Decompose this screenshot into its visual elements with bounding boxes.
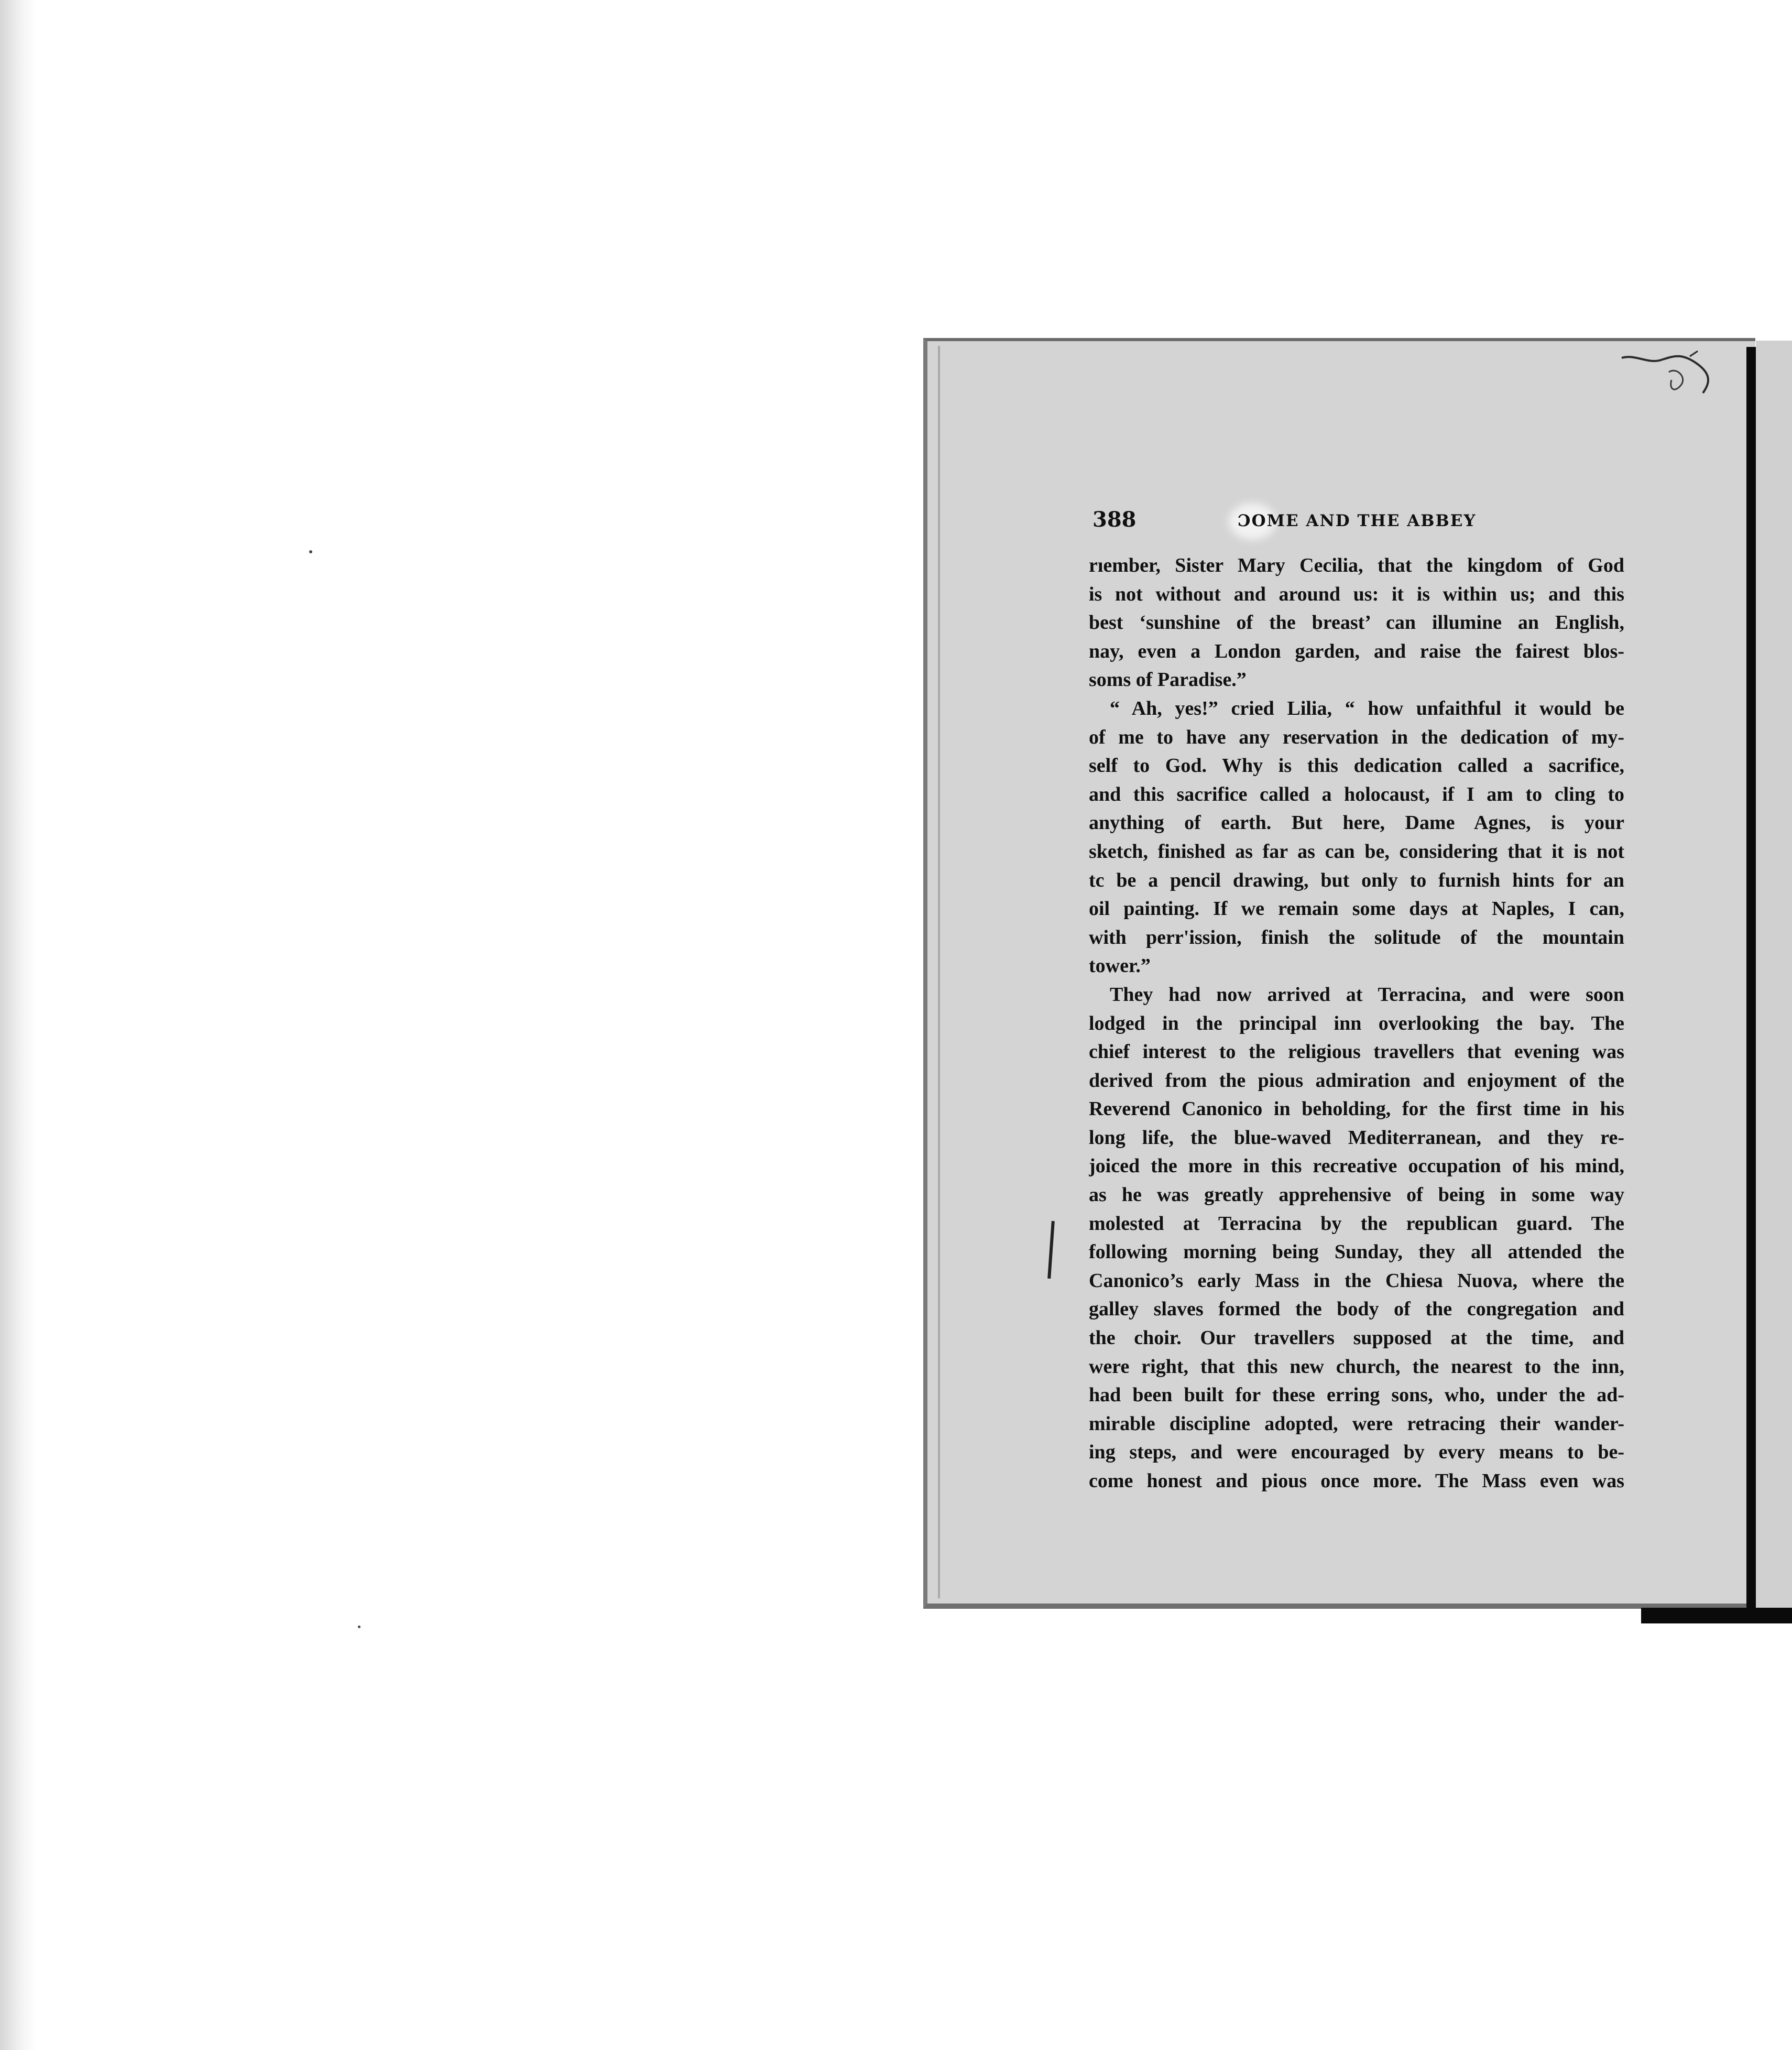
text-line: the choir. Our travellers supposed at the time, and: [1089, 1327, 1624, 1349]
book-spine-shadow: [1746, 347, 1756, 1609]
text-line: nay, even a London garden, and raise the fairest blos-: [1089, 640, 1624, 662]
torn-corner-mark: [1619, 348, 1713, 401]
text-line: had been built for these erring sons, who, under the ad-: [1089, 1384, 1624, 1406]
text-line: “ Ah, yes!” cried Lilia, “ how unfaithful it would be: [1110, 697, 1624, 719]
facing-page-edge: [1756, 341, 1792, 1609]
text-line: Canonico’s early Mass in the Chiesa Nuova, where the: [1089, 1269, 1624, 1292]
text-line: best ‘sunshine of the breast’ can illumine an English,: [1089, 612, 1624, 634]
text-line: tc be a pencil drawing, but only to furnish hints for an: [1089, 869, 1624, 891]
text-line: with perr'ission, finish the solitude of the mountain: [1089, 926, 1624, 948]
running-head-title: ƆOME AND THE ABBEY: [1238, 511, 1477, 530]
text-line: molested at Terracina by the republican guard. The: [1089, 1212, 1624, 1235]
page-bottom-shadow: [1641, 1608, 1792, 1623]
text-line: They had now arrived at Terracina, and were soon: [1110, 983, 1624, 1006]
text-line: come honest and pious once more. The Mass even was: [1089, 1470, 1624, 1492]
page-number: 388: [1092, 507, 1137, 532]
scan-speck: [358, 1626, 360, 1628]
text-line: rıember, Sister Mary Cecilia, that the kingdom of God: [1089, 554, 1624, 576]
text-line: chief interest to the religious travellers that evening was: [1089, 1041, 1624, 1063]
text-line: galley slaves formed the body of the congregation and: [1089, 1298, 1624, 1321]
text-line: oil painting. If we remain some days at Naples, I can,: [1089, 898, 1624, 920]
scan-shadow: [0, 0, 37, 2050]
text-line: following morning being Sunday, they all attended the: [1089, 1241, 1624, 1263]
text-line: anything of earth. But here, Dame Agnes, is your: [1089, 812, 1624, 834]
text-line: Reverend Canonico in beholding, for the first time in his: [1089, 1098, 1624, 1120]
text-line: and this sacrifice called a holocaust, if I am to cling to: [1089, 783, 1624, 805]
text-line: mirable discipline adopted, were retracing their wander-: [1089, 1412, 1624, 1435]
text-line: ing steps, and were encouraged by every means to be-: [1089, 1441, 1624, 1464]
body-text: [1089, 551, 1624, 1496]
text-line: were right, that this new church, the nearest to the inn,: [1089, 1355, 1624, 1378]
text-line: derived from the pious admiration and enjoyment of the: [1089, 1069, 1624, 1092]
text-line: sketch, finished as far as can be, considering that it is not: [1089, 840, 1624, 863]
page-edge: [938, 346, 940, 1598]
text-line: of me to have any reservation in the dedication of my-: [1089, 726, 1624, 748]
text-line: joiced the more in this recreative occupation of his mind,: [1089, 1155, 1624, 1177]
text-line: self to God. Why is this dedication called a sacrifice,: [1089, 755, 1624, 777]
running-head: [1092, 507, 1616, 539]
text-line: as he was greatly apprehensive of being in some way: [1089, 1184, 1624, 1206]
text-line: long life, the blue-waved Mediterranean, and they re-: [1089, 1126, 1624, 1149]
text-line: tower.”: [1089, 955, 1151, 977]
scan-speck: [309, 550, 312, 553]
text-line: soms of Paradise.”: [1089, 669, 1247, 691]
text-line: is not without and around us: it is within us; and this: [1089, 583, 1624, 605]
text-line: lodged in the principal inn overlooking the bay. The: [1089, 1012, 1624, 1034]
